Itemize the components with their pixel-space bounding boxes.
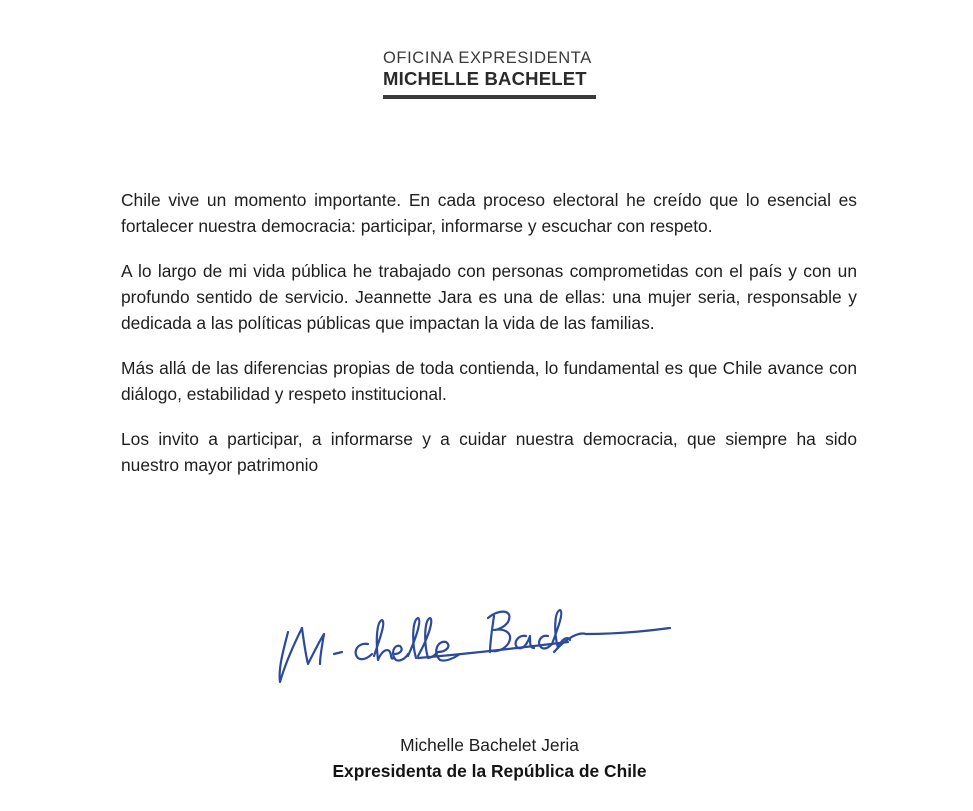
signatory-name: Michelle Bachelet Jeria	[400, 735, 579, 755]
paragraph-4: Los invito a participar, a informarse y a cuidar nuestra democracia, que siempre ha sido nuestro mayor patrimonio	[121, 429, 857, 475]
letterhead	[383, 48, 596, 99]
signatory-title: Expresidenta de la República de Chile	[332, 761, 647, 781]
paragraph-2: A lo largo de mi vida pública he trabajado con personas comprometidas con el país y con un profundo sentido de servicio. Jeannette Jara es una de ellas: una mujer seria, responsable y dedicada a las políticas públicas que impactan la vida de las familias.	[121, 261, 857, 333]
letterhead-underline	[383, 95, 596, 99]
letterhead-office: OFICINA EXPRESIDENTA	[383, 49, 592, 67]
handwritten-signature	[268, 598, 678, 694]
paragraph-1: Chile vive un momento importante. En cada proceso electoral he creído que lo esencial es fortalecer nuestra democracia: participar, informarse y escuchar con respeto.	[121, 190, 857, 236]
letterhead-name: MICHELLE BACHELET	[383, 68, 587, 89]
letter-body	[121, 187, 857, 497]
paragraph-3: Más allá de las diferencias propias de toda contienda, lo fundamental es que Chile avance con diálogo, estabilidad y respeto institucional.	[121, 358, 857, 404]
